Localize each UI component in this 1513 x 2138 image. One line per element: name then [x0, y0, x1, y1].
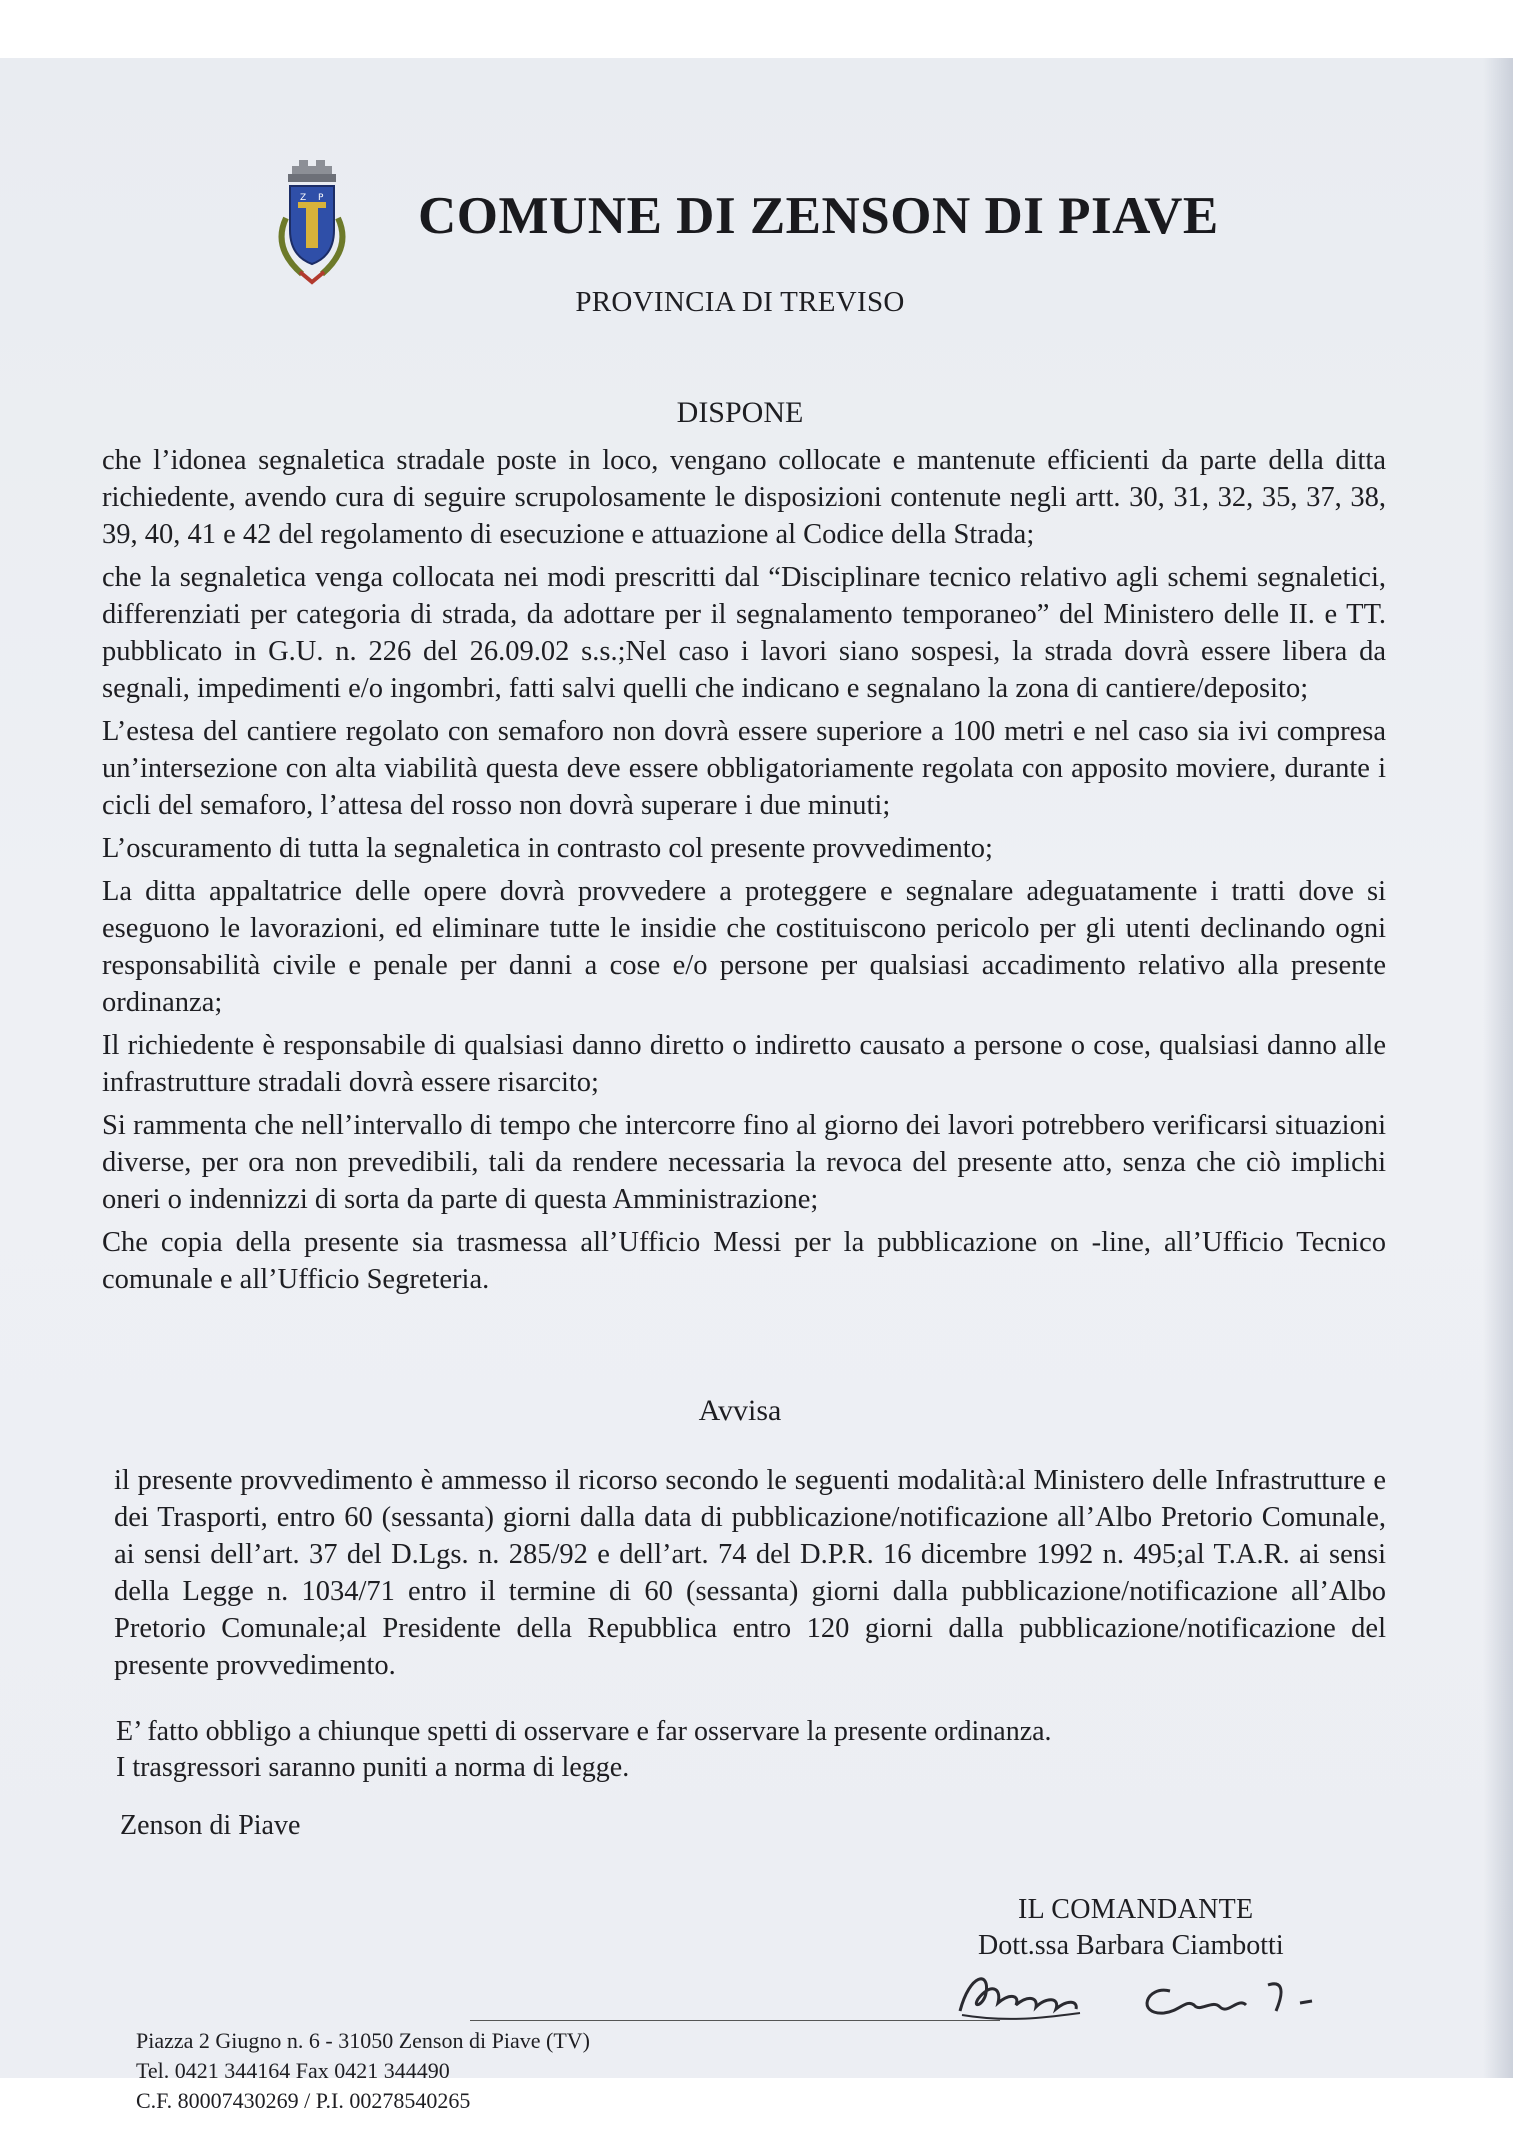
dispone-paragraph: che la segnaletica venga collocata nei modi prescritti dal “Disciplinare tecnico relativo agli schemi segnaletici, differenziati per categoria di strada, da adottare per il segnalamento temporaneo” del Ministero delle II. e TT. pubblicato in G.U. n. 226 del 26.09.02 s.s.;Nel caso i lavori siano sospesi, la strada dovrà essere libera da segnali, impedimenti e/o ingombri, fatti salvi quelli che indicano e segnalano la zona di cantiere/deposito; [102, 562, 1386, 704]
handwritten-signature [950, 1953, 1370, 2033]
closing-line: I trasgressori saranno puniti a norma di legge. [116, 1752, 630, 1783]
svg-text:P: P [318, 193, 324, 203]
dispone-paragraph: Si rammenta che nell’intervallo di tempo che intercorre fino al giorno dei lavori potrebbero verificarsi situazioni diverse, per ora non prevedibili, tali da rendere necessaria la revoca del presente atto, senza che ciò implichi oneri o indennizzi di sorta da parte di questa Amministrazione; [102, 1110, 1386, 1215]
dispone-paragraph: L’estesa del cantiere regolato con semaforo non dovrà essere superiore a 100 metri e nel caso sia ivi compresa un’intersezione con alta viabilità questa deve essere obbligatoriamente regolata con apposito moviere, durante i cicli del semaforo, l’attesa del rosso non dovrà superare i due minuti; [102, 716, 1386, 821]
footer-address: Piazza 2 Giugno n. 6 - 31050 Zenson di Piave (TV) [136, 2028, 590, 2053]
closing-notes [116, 1714, 1386, 1786]
dispone-paragraph: L’oscuramento di tutta la segnaletica in contrasto col presente provvedimento; [102, 833, 993, 864]
dispone-paragraph: Che copia della presente sia trasmessa all’Ufficio Messi per la pubblicazione on -line, all’Ufficio Tecnico comunale e all’Ufficio Segreteria. [102, 1227, 1386, 1295]
footer-divider [470, 2020, 1000, 2021]
dispone-section [102, 442, 1386, 1304]
closing-line: E’ fatto obbligo a chiunque spetti di osservare e far osservare la presente ordinanza. [116, 1716, 1052, 1747]
signer-name: Dott.ssa Barbara Ciambotti [978, 1930, 1284, 1961]
dispone-heading: DISPONE [676, 396, 804, 429]
dispone-paragraph: che l’idonea segnaletica stradale poste in loco, vengano collocate e mantenute efficienti da parte della ditta richiedente, avendo cura di seguire scrupolosamente le disposizioni contenute negli artt. 30, 31, 32, 35, 37, 38, 39, 40, 41 e 42 del regolamento di esecuzione e attuazione al Codice della Strada; [102, 445, 1386, 550]
dispone-paragraph: La ditta appaltatrice delle opere dovrà provvedere a proteggere e segnalare adeguatamente i tratti dove si eseguono le lavorazioni, ed eliminare tutte le insidie che costituiscono pericolo per gli utenti declinando ogni responsabilità civile e penale per danni a cose e/o persone per qualsiasi accadimento relativo alla presente ordinanza; [102, 876, 1386, 1018]
footer-phone: Tel. 0421 344164 Fax 0421 344490 [136, 2058, 450, 2083]
svg-text:Z: Z [300, 193, 307, 203]
avvisa-heading: Avvisa [698, 1394, 782, 1427]
coat-of-arms-icon [262, 158, 362, 286]
avvisa-section [114, 1462, 1386, 1690]
avvisa-paragraph: il presente provvedimento è ammesso il ricorso secondo le seguenti modalità:al Ministero delle Infrastrutture e dei Trasporti, entro 60 (sessanta) giorni dalla data di pubblicazione/notificazione all’Albo Pretorio Comunale, ai sensi dell’art. 37 del D.Lgs. n. 285/92 e dell’art. 74 del D.P.R. 16 dicembre 1992 n. 495;al T.A.R. ai sensi della Legge n. 1034/71 entro il termine di 60 (sessanta) giorni dalla pubblicazione/notificazione all’Albo Pretorio Comunale;al Presidente della Repubblica entro 120 giorni dalla pubblicazione/notificazione del presente provvedimento. [114, 1465, 1386, 1681]
province-subtitle: PROVINCIA DI TREVISO [575, 286, 905, 318]
dispone-paragraph: Il richiedente è responsabile di qualsiasi danno diretto o indiretto causato a persone o cose, qualsiasi danno alle infrastrutture stradali dovrà essere risarcito; [102, 1030, 1386, 1098]
page-title: COMUNE DI ZENSON DI PIAVE [418, 187, 1219, 245]
document-sheet [0, 58, 1513, 2113]
signer-role: IL COMANDANTE [1018, 1894, 1254, 1925]
issue-place: Zenson di Piave [120, 1810, 301, 1841]
footer-tax-codes: C.F. 80007430269 / P.I. 00278540265 [136, 2088, 471, 2113]
footer-contacts [136, 2026, 590, 2116]
